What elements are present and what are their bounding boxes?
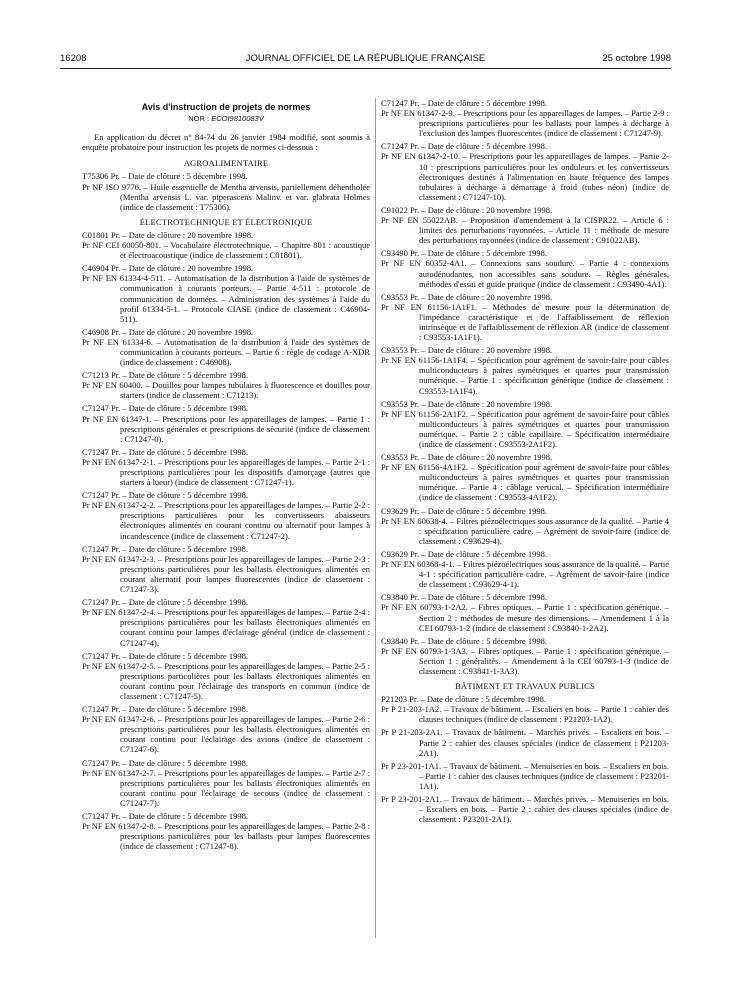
norm-entry xyxy=(82,704,370,754)
closing-date: C93553 Pr. – Date de clôture : 20 novembre 1998. xyxy=(381,398,553,409)
norm-entry xyxy=(381,761,669,791)
closing-date: C93553 Pr. – Date de clôture : 20 novembre 1998. xyxy=(381,345,553,356)
closing-date: C71247 Pr. – Date de clôture : 5 décembre 1998. xyxy=(381,98,547,108)
norm-entry xyxy=(82,230,370,260)
norm-description: Pr NF EN 61347-2-4. – Prescriptions pour les appareillages de lampes. – Partie 2-4 : prescriptions particulières pour les ballasts électroniques alimentés en courant continu pour lampes d'éclairage général (indice de classement : C71247-4). xyxy=(82,607,370,648)
closing-date: C93629 Pr. – Date de clôture : 5 décembre 1998. xyxy=(381,505,547,516)
norm-description: Pr NF EN 61347-2-1. – Prescriptions pour les appareillages de lampes. – Partie 2-1 : prescriptions particulières pour les dispositifs d'amorçage (autres que starters à lueur) (indice de classement : C71247-1). xyxy=(82,456,370,488)
norm-entry xyxy=(82,370,370,400)
page-number: 16208 xyxy=(60,53,87,64)
norm-entry xyxy=(381,549,669,589)
norm-entry xyxy=(381,205,669,245)
norm-description: Pr NF ISO 9776. – Huile essentielle de Mentha arvensis, partiellement déhentholée (Mentha arvensis L. var. piperascens Malinv. et var. glabrata Holmes (indice de classement : T75306). xyxy=(82,181,370,212)
closing-date: C93553 Pr. – Date de clôture : 20 novembre 1998. xyxy=(381,452,553,463)
closing-date: C93840 Pr. – Date de clôture : 5 décembre 1998. xyxy=(381,592,547,603)
norm-entry xyxy=(381,506,669,546)
norm-description: Pr NF EN 61347-2-7. – Prescriptions pour les appareillages de lampes. – Partie 2-7 : prescriptions particulières pour les ballasts électroniques alimentés en courant continu pour l'éclairage de secours (indice de classement : C71247-7). xyxy=(82,767,370,808)
norm-description: Pr NF EN 61156-2A1F2. – Spécification pour agrément de savoir-faire pour câbles multiconducteurs à paires symétriques et quartes pour transmission numérique. – Partie 2 : câble capillaire. – Spécification intermédiaire (indice de classement : C93553-2A1F2). xyxy=(381,408,669,449)
norm-entry xyxy=(381,399,669,449)
norm-description: Pr NF EN 61347-2-9. – Prescriptions pour les appareillages de lampes. – Partie 2-9 : prescriptions particulières pour les ballasts pour lampes à décharge à l'exclusion des lampes fluorescentes (indice de classement : C71247-9). xyxy=(381,108,669,139)
closing-date: C71247 Pr. – Date de clôture : 5 décembre 1998. xyxy=(82,403,248,414)
norm-description: Pr NF EN 61334-4-511. – Automatisation de la distribution à l'aide de systèmes de communication à courants porteurs. – Partie 4-511 : protocole de communication de données. – Administration des systèmes à l'aide du profil 61334-5-1. – Protocole CIASE (indice de classement : C46904-511). xyxy=(82,273,370,324)
closing-date: C93840 Pr. – Date de clôture : 5 décembre 1998. xyxy=(381,635,547,646)
closing-date: C46904 Pr. – Date de clôture : 20 novembre 1998. xyxy=(82,263,254,274)
closing-date: T75306 Pr. – Date de clôture : 5 décembre 1998. xyxy=(82,171,248,182)
norm-entry xyxy=(82,597,370,647)
norm-description: Pr NF EN 61347-2-8. – Prescriptions pour les appareillages de lampes. – Partie 2-8 : prescriptions particulières pour les ballasts pour lampes fluorescentes (indice de classement : C71247-8). xyxy=(82,821,370,852)
nor-code: ECOI9810083V xyxy=(211,114,264,124)
closing-date: C71247 Pr. – Date de clôture : 5 décembre 1998. xyxy=(82,446,248,457)
norm-entry xyxy=(381,98,669,138)
closing-date: C93490 Pr. – Date de clôture : 5 décembre 1998. xyxy=(381,248,547,259)
norm-description: Pr NF EN 61347-2-2. – Prescriptions pour les appareillages de lampes. – Partie 2-2 : prescriptions particulières pour les convertisseurs abaisseurs électroniques alimentés en courant continu ou alternatif pour lampes à incandescence (indice de classement : C71247-2). xyxy=(82,500,370,541)
norm-description: Pr NF EN 61347-2-3. – Prescriptions pour les appareillages de lampes. – Partie 2-3 : prescriptions particulières pour les ballasts électroniques alimentés en courant alternatif pour lampes fluorescentes (indice de classement : C71247-3). xyxy=(82,553,370,595)
norm-entry xyxy=(82,263,370,324)
norm-description: Pr NF EN 61347-2-10. – Prescriptions pour les appareillages de lampes. – Partie 2-10 : prescriptions particulières pour les onduleurs et les convertisseurs électroniques destinés à l'alimentation en haute fréquence des lampes tubulaires à décharge à démarrage à froid (tubes néon) (indice de classement : C71247-10). xyxy=(381,151,669,202)
norm-description: Pr NF EN 61156-4A1F2. – Spécification pour agrément de savoir-faire pour câbles multiconducteurs à paires symétriques et quartes pour transmission numérique. – Partie 4 : câblage vertical. – Spécification intermédiaire (indice de classement : C93553-4A1F2). xyxy=(381,462,669,503)
closing-date: C93553 Pr. – Date de clôture : 20 novembre 1998. xyxy=(381,291,553,302)
nor-reference xyxy=(82,114,370,124)
norm-entry xyxy=(381,794,669,824)
norm-description: Pr NF EN 61347-2-6. – Prescriptions pour les appareillages de lampes. – Partie 2-6 : prescriptions particulières pour les ballasts électroniques alimentés en courant continu pour l'éclairage des avions (indice de classement : C71247-6). xyxy=(82,714,370,755)
norm-description: Pr NF EN 61156-1A1F4. – Spécification pour agrément de savoir-faire pour câbles multiconducteurs à paires symétriques et quartes pour transmission numérique. – Partie 1 : spécification générique (indice de classement : C93553-1A1F4). xyxy=(381,355,669,396)
norm-entry xyxy=(381,141,669,202)
norm-entry xyxy=(82,544,370,594)
page-header xyxy=(60,50,671,69)
norm-entry xyxy=(381,452,669,502)
closing-date: C71247 Pr. – Date de clôture : 5 décembre 1998. xyxy=(381,141,547,152)
closing-date: C71247 Pr. – Date de clôture : 5 décembre 1998. xyxy=(82,757,248,768)
closing-date: C71247 Pr. – Date de clôture : 5 décembre 1998. xyxy=(82,704,248,715)
notice-title: Avis d'instruction de projets de normes xyxy=(141,102,311,112)
closing-date: C91022 Pr. – Date de clôture : 20 novembre 1998. xyxy=(381,204,553,215)
norm-description: Pr NF EN 60793-1-2A2. – Fibres optiques. – Partie 1 : spécification générique. – Section 2 : méthodes de mesure des dimensions. – Amendement 1 à la CEI 60793-1-2 (indice de classement : C93840-1-2A2). xyxy=(381,602,669,633)
norm-description: Pr NF EN 61334-6. – Automatisation de la distribution à l'aide des systèmes de communication à courants porteurs. – Partie 6 : règle de codage A-XDR (indice de classement : C46908). xyxy=(82,336,370,368)
notice-intro: En application du décret n° 84-74 du 26 janvier 1984 modifié, sont soumis à enquête probatoire pour instruction les projets de normes ci-dessous : xyxy=(82,132,370,153)
closing-date: C71247 Pr. – Date de clôture : 5 décembre 1998. xyxy=(82,811,248,821)
norm-description: Pr NF EN 60352-4A1. – Connexions sans soudure. – Partie 4 : connexions autodénudantes, non accessibles sans soudure. – Règles générales, méthodes d'essai et guide pratique (indice de classement : C93490-4A1). xyxy=(381,258,669,289)
norm-entry xyxy=(82,811,370,851)
closing-date: C71247 Pr. – Date de clôture : 5 décembre 1998. xyxy=(82,650,248,661)
nor-label: NOR : xyxy=(188,114,210,124)
norm-description: Pr NF EN 61347-1. – Prescriptions pour les appareillages de lampes. – Partie 1 : prescriptions générales et prescriptions de sécurité (indice de classement : C71247-0). xyxy=(82,413,370,444)
norm-entry xyxy=(82,327,370,367)
norm-description: Pr NF EN 60368-4-1. – Filtres piézoélectriques sous assurance de la qualité. – Partie 4-1 : spécification particulière cadre. – Agrément de savoir-faire (indice de classement : C93629-4-1). xyxy=(381,559,669,590)
norm-entry xyxy=(82,490,370,540)
norm-entry xyxy=(82,447,370,487)
journal-title: JOURNAL OFFICIEL DE LA RÉPUBLIQUE FRANÇAISE xyxy=(245,53,486,64)
right-column xyxy=(381,98,669,990)
norm-description: Pr P 21-203-1A2. – Travaux de bâtiment. – Escaliers en bois. – Partie 1 : cahier des clauses techniques (indice de classement : P21203-1A2). xyxy=(381,704,669,725)
norm-description: Pr NF EN 61347-2-5. – Prescriptions pour les appareillages de lampes. – Partie 2-5 : prescriptions particulières pour les ballasts électroniques alimentés en courant continu pour l'éclairage des transports en commun (indice de classement : C71247-5). xyxy=(82,660,370,701)
closing-date: C71247 Pr. – Date de clôture : 5 décembre 1998. xyxy=(82,543,248,554)
norm-entry xyxy=(381,694,669,724)
norm-description: Pr NF EN 60638-4. – Filtres piézoélectriques sous assurance de la qualité. – Partie 4 : spécification particulière cadre. – Agrément de savoir-faire (indice de classement : C93629-4). xyxy=(381,515,669,546)
closing-date: C71247 Pr. – Date de clôture : 5 décembre 1998. xyxy=(82,597,248,608)
column-divider xyxy=(375,98,376,938)
norm-description: Pr P 23-201-2A1. – Travaux de bâtiment. – Marchés privés. – Menuiseries en bois. – Escaliers en bois. – Partie 2 : cahier des clauses spéciales (indice de classement : P23201-2A1). xyxy=(381,794,669,825)
norm-entry xyxy=(82,171,370,211)
closing-date: C71247 Pr. – Date de clôture : 5 décembre 1998. xyxy=(82,490,248,501)
section-heading: BÂTIMENT ET TRAVAUX PUBLICS xyxy=(455,681,595,692)
norm-entry xyxy=(82,651,370,701)
norm-entry xyxy=(381,592,669,632)
norm-entry xyxy=(381,636,669,676)
closing-date: C01801 Pr. – Date de clôture : 20 novembre 1998. xyxy=(82,229,254,240)
closing-date: C71213 Pr. – Date de clôture : 5 décembre 1998. xyxy=(82,370,248,381)
norm-description: Pr NF EN 60793-1-3A3. – Fibres optiques. – Partie 1 : spécification générique. – Section 1 : généralités. – Amendement à la CEI 60793-1-3 (indice de classement : C93841-1-3A3). xyxy=(381,645,669,676)
closing-date: C93629 Pr. – Date de clôture : 5 décembre 1998. xyxy=(381,548,547,559)
norm-entry xyxy=(381,345,669,395)
norm-entry xyxy=(381,248,669,288)
norm-description: Pr NF EN 55022AB. – Proposition d'amendement à la CISPR22. – Article 6 : limites des perturbations rayonnées. – Article 11 : méthode de mesure des perturbations rayonnées (indice de classement : C91022AB). xyxy=(381,215,669,246)
left-column xyxy=(82,98,370,990)
section-heading: AGROALIMENTAIRE xyxy=(183,158,269,169)
norm-entry xyxy=(381,727,669,757)
norm-entry xyxy=(82,758,370,808)
norm-description: Pr P 23-201-1A1. – Travaux de bâtiment. – Menuiseries en bois. – Escaliers en bois. – Partie 1 : cahier des clauses techniques (indice de classement : P23201-1A1). xyxy=(381,760,669,791)
norm-entry xyxy=(82,403,370,443)
norm-description: Pr NF EN 61156-1A1F1. – Méthodes de mesure pour la détermination de l'impédance caractéristique et de l'affaiblissement de réflexion intrinsèque et de l'affaiblissement de réflexion AR (indice de classement : C93553-1A1F1). xyxy=(381,301,669,343)
section-heading: ÉLECTROTECHNIQUE ET ÉLECTRONIQUE xyxy=(139,216,313,227)
norm-entry xyxy=(381,292,669,342)
norm-description: Pr P 21-203-2A1. – Travaux de bâtiment. – Marchés privés. – Escaliers en bois. – Partie 2 : cahier des clauses spéciales (indice de classement : P21203-2A1). xyxy=(381,727,669,758)
issue-date: 25 octobre 1998 xyxy=(602,53,671,64)
norm-description: Pr NF CEI 60050-801. – Vocabulaire électrotechnique. – Chapitre 801 : acoustique et électroacoustique (indice de classement : C01801). xyxy=(82,240,370,261)
closing-date: P21203 Pr. – Date de clôture : 5 décembre 1998. xyxy=(381,694,547,705)
norm-description: Pr NF EN 60400. – Douilles pour lampes tubulaires à fluorescence et douilles pour starters (indice de classement : C71213). xyxy=(82,380,370,401)
closing-date: C46908 Pr. – Date de clôture : 20 novembre 1998. xyxy=(82,326,254,337)
